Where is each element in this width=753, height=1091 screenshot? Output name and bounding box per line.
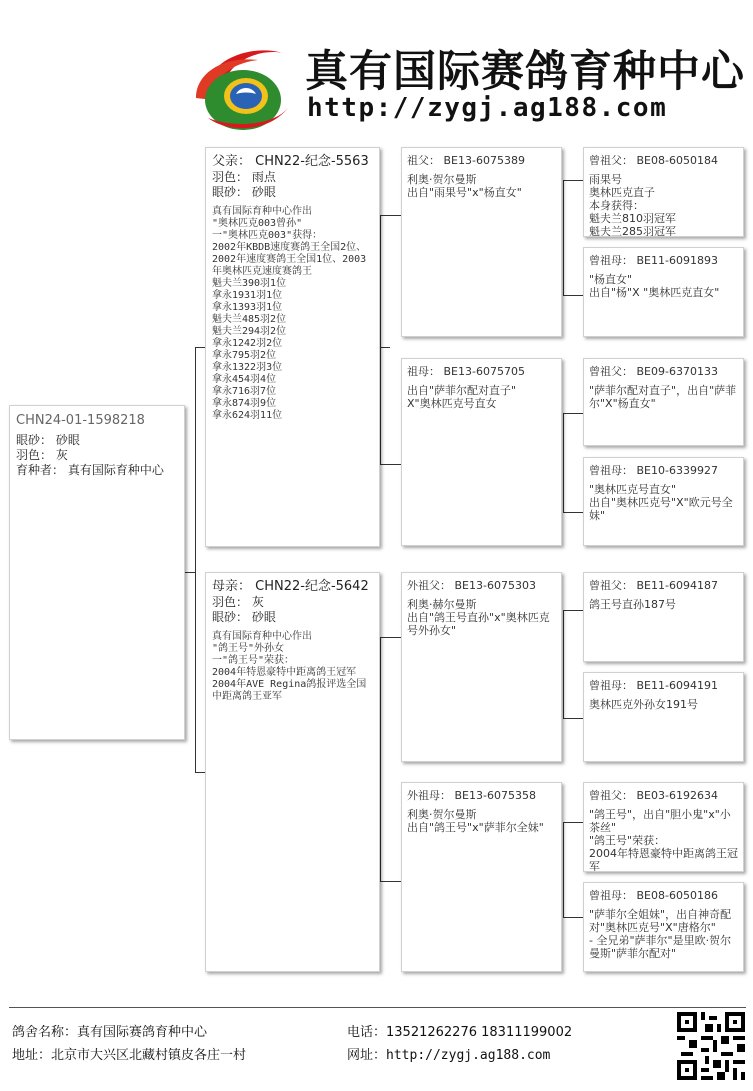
grandsire-title: 祖父： BE13-6075389 — [407, 154, 525, 167]
note-line: 奥林匹克外孙女191号 — [589, 698, 698, 711]
connector — [563, 822, 564, 917]
connector — [380, 637, 401, 638]
connector — [563, 413, 564, 513]
footer-loft-label: 鸽舍名称： — [12, 1025, 78, 1040]
sire-title: 父亲： CHN22-纪念-5563 — [212, 154, 369, 169]
note-line: "萨菲尔配对直子"，出自"萨菲尔"X"杨直女" — [589, 384, 737, 410]
great-grandsire-title: 曾祖父： BE03-6192634 — [589, 789, 718, 802]
note-line: 出自"鸽王号"x"萨菲尔全妹" — [407, 821, 544, 834]
great-granddam-card[interactable] — [583, 457, 744, 546]
pigeon-ring: CHN24-01-1598218 — [16, 413, 145, 428]
note-line: 魁夫兰810羽冠军 — [589, 212, 676, 225]
note-line: 魁夫兰294羽2位 — [212, 326, 287, 337]
note-line: "鸽王号"，出自"胆小鬼"x"小茶丝" — [589, 808, 731, 834]
note-line: "鸽王号"外孙女 — [212, 643, 285, 654]
great-grandsire-card[interactable] — [583, 782, 744, 872]
great-grandsire-card[interactable] — [583, 572, 744, 662]
logo-icon — [188, 38, 298, 138]
note-line: 出自"杨"X "奥林匹克直女" — [589, 286, 720, 299]
maternal-grandsire-card[interactable] — [401, 572, 562, 762]
note-line: 鸽王号直孙187号 — [589, 598, 676, 611]
sire-eye: 眼砂： 砂眼 — [212, 185, 276, 199]
note-line: 2004年特恩豪特中距离鸽王冠军 — [589, 847, 738, 872]
note-line: 2004年特恩豪特中距离鸽王冠军 — [212, 667, 357, 678]
maternal-granddam-card[interactable] — [401, 782, 562, 972]
connector — [380, 347, 390, 348]
sire-color: 羽色： 雨点 — [212, 170, 276, 184]
great-granddam-title: 曾祖母： BE08-6050186 — [589, 889, 718, 902]
note-line: "奥林匹克号直女" — [589, 483, 677, 496]
pigeon-color: 羽色： 灰 — [16, 448, 68, 462]
note-line: 拿永1393羽1位 — [212, 302, 283, 313]
footer-address-label: 地址： — [12, 1048, 52, 1063]
connector — [563, 610, 583, 611]
note-line: - 全兄弟"萨菲尔"是里欧·贺尔曼斯"萨菲尔配对" — [589, 934, 732, 960]
note-line: "奥林匹克003曾孙" — [212, 218, 303, 229]
connector — [380, 637, 381, 882]
dam-title: 母亲： CHN22-纪念-5642 — [212, 579, 369, 594]
note-line: 拿永1242羽2位 — [212, 338, 283, 349]
great-grandsire-title: 曾祖父： BE08-6050184 — [589, 154, 718, 167]
note-line: 利奥·贺尔曼斯 — [407, 173, 477, 186]
grandsire-card[interactable] — [401, 147, 562, 337]
header — [0, 0, 753, 140]
connector — [563, 610, 564, 718]
note-line: "杨直女" — [589, 273, 633, 286]
qr-code-icon — [677, 1012, 745, 1080]
great-granddam-title: 曾祖母： BE10-6339927 — [589, 464, 718, 477]
note-line: 2004年AVE Regina鸽报评选全国中距离鸽王亚军 — [212, 679, 367, 702]
maternal-grandsire-title: 外祖父： BE13-6075303 — [407, 579, 536, 592]
great-grandsire-card[interactable] — [583, 358, 744, 446]
footer-divider — [9, 1007, 746, 1008]
note-line: 拿永1322羽3位 — [212, 362, 283, 373]
great-grandsire-title: 曾祖父： BE09-6370133 — [589, 365, 718, 378]
footer-phone-value: 13521262276 18311199002 — [386, 1025, 573, 1040]
footer-web — [347, 1044, 550, 1063]
connector — [563, 917, 583, 918]
note-line: 利奥·赫尔曼斯 — [407, 598, 477, 611]
connector — [185, 572, 195, 573]
connector — [380, 464, 401, 465]
note-line: 真有国际育种中心作出 — [212, 631, 312, 642]
connector — [563, 295, 583, 296]
dam-notes — [212, 631, 373, 703]
note-line: 一"鸽王号"荣获： — [212, 655, 295, 666]
connector — [563, 822, 583, 823]
connector — [563, 180, 564, 295]
connector — [563, 718, 583, 719]
great-granddam-title: 曾祖母： BE11-6094191 — [589, 679, 718, 692]
connector — [380, 881, 401, 882]
great-granddam-card[interactable] — [583, 882, 744, 972]
sire-notes — [212, 206, 373, 422]
dam-eye: 眼砂： 砂眼 — [212, 610, 276, 624]
note-line: 2002年KBDB速度赛鸽王全国2位、2002年速度赛鸽王全国1位、2003年奥林匹克速度赛鸽王 — [212, 242, 367, 277]
note-line: 魁夫兰485羽2位 — [212, 314, 287, 325]
connector — [195, 347, 196, 772]
note-line: X"奥林匹克号直女 — [407, 397, 497, 410]
note-line: 真有国际育种中心作出 — [212, 206, 312, 217]
great-granddam-title: 曾祖母： BE11-6091893 — [589, 254, 718, 267]
note-line: 拿永624羽11位 — [212, 410, 283, 421]
note-line: 拿永454羽4位 — [212, 374, 277, 385]
great-granddam-card[interactable] — [583, 247, 744, 337]
note-line: 拿永1931羽1位 — [212, 290, 283, 301]
connector — [563, 413, 583, 414]
note-line: "萨菲尔全姐妹"，出自神奇配对"奥林匹克号"X"唐格尔" — [589, 908, 732, 934]
dam-card[interactable] — [205, 572, 380, 972]
header-url[interactable]: http://zygj.ag188.com — [307, 93, 668, 123]
note-line: 拿永795羽2位 — [212, 350, 277, 361]
footer-web-value[interactable]: http://zygj.ag188.com — [386, 1048, 551, 1063]
connector — [195, 347, 205, 348]
pigeon-eye: 眼砂： 砂眼 — [16, 433, 80, 447]
note-line: 利奥·贺尔曼斯 — [407, 808, 477, 821]
sire-card[interactable] — [205, 147, 380, 547]
footer-loft — [12, 1021, 207, 1040]
connector — [563, 512, 583, 513]
great-grandsire-card[interactable] — [583, 147, 744, 237]
footer-address-value: 北京市大兴区北藏村镇皮各庄一村 — [51, 1048, 247, 1063]
footer-address — [12, 1044, 246, 1063]
note-line: "鸽王号"荣获： — [589, 834, 666, 847]
note-line: 拿永874羽9位 — [212, 398, 277, 409]
dam-color: 羽色： 灰 — [212, 595, 264, 609]
header-title: 真有国际赛鸽育种中心 — [305, 47, 745, 97]
note-line: 魁夫兰390羽1位 — [212, 278, 287, 289]
note-line: 出自"鸽王号直孙"x"奥林匹克号外孙女" — [407, 611, 550, 637]
note-line: 一"奥林匹克003"获得： — [212, 230, 323, 241]
granddam-title: 祖母： BE13-6075705 — [407, 365, 525, 378]
pigeon-breeder: 育种者： 真有国际育种中心 — [16, 463, 164, 477]
footer-web-label: 网址： — [347, 1048, 387, 1063]
note-line: 本身获得： — [589, 199, 644, 212]
granddam-card[interactable] — [401, 358, 562, 546]
note-line: 拿永716羽7位 — [212, 386, 277, 397]
pigeon-card[interactable] — [9, 405, 185, 740]
footer-phone-label: 电话： — [347, 1025, 387, 1040]
connector — [195, 772, 205, 773]
footer-phone — [347, 1021, 572, 1040]
note-line: 出自"雨果号"x"杨直女" — [407, 186, 522, 199]
connector — [380, 215, 401, 216]
note-line: 奥林匹克直子 — [589, 186, 655, 199]
note-line: 雨果号 — [589, 173, 622, 186]
connector — [380, 215, 381, 465]
note-line: 出自"奥林匹克号"X"欧元号全妹" — [589, 496, 733, 522]
footer-loft-value: 真有国际赛鸽育种中心 — [77, 1025, 208, 1040]
great-granddam-card[interactable] — [583, 672, 744, 762]
connector — [563, 180, 583, 181]
note-line: 魁夫兰285羽冠军 — [589, 225, 676, 237]
note-line: 出自"萨菲尔配对直子" — [407, 384, 517, 397]
maternal-granddam-title: 外祖母： BE13-6075358 — [407, 789, 536, 802]
great-grandsire-title: 曾祖父： BE11-6094187 — [589, 579, 718, 592]
